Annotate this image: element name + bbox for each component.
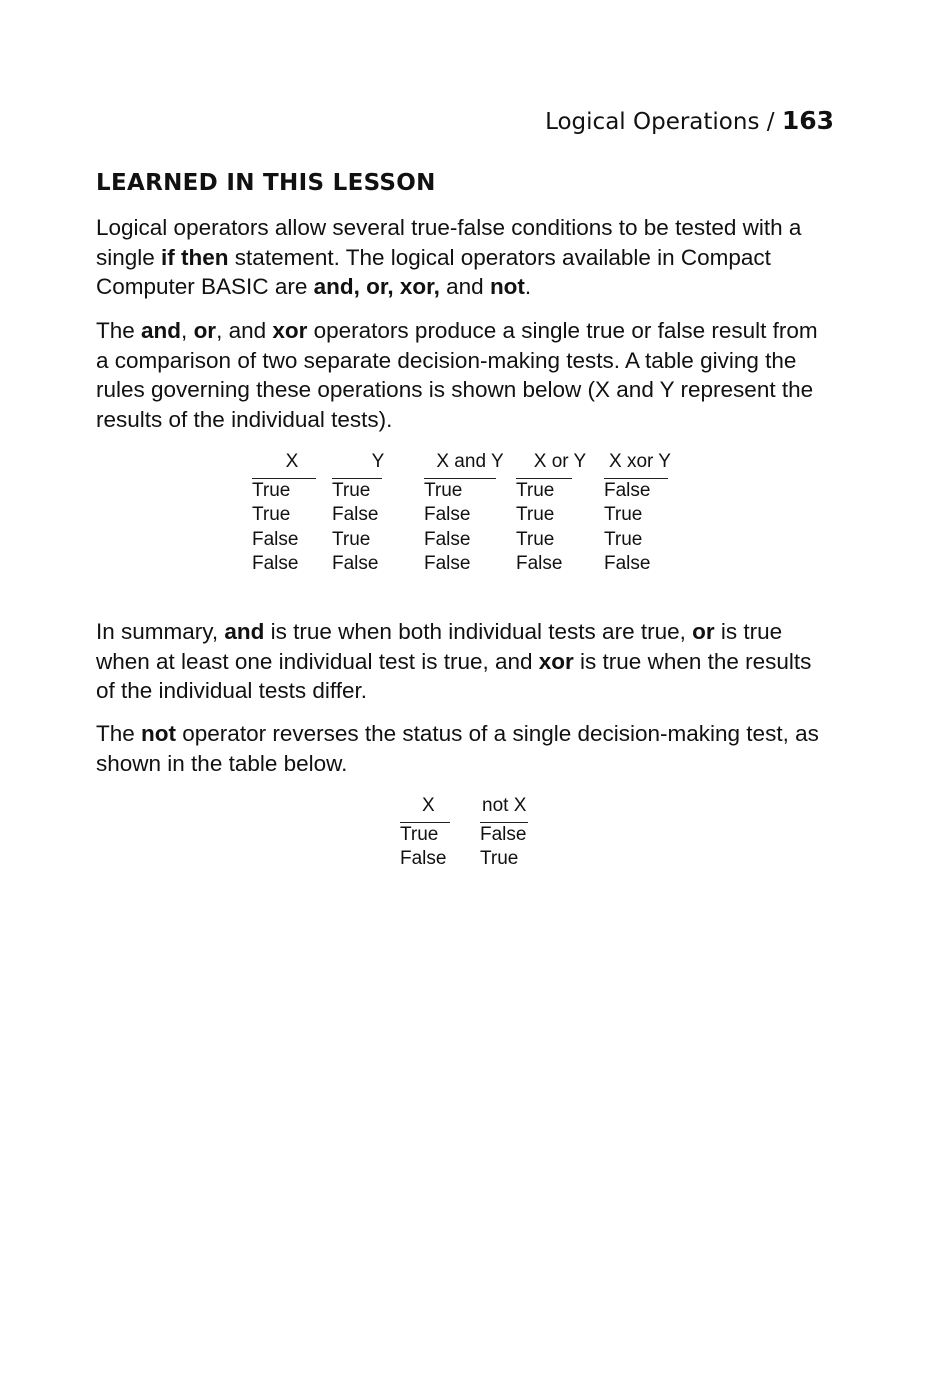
table-cell: True: [400, 823, 439, 845]
table-cell: False: [604, 479, 651, 501]
table-cell: True: [604, 528, 643, 550]
table-cell: False: [424, 553, 471, 574]
text: , and: [216, 318, 273, 343]
table-cell: True: [480, 848, 519, 869]
table-cell: False: [400, 848, 447, 869]
table-cell: False: [424, 528, 471, 550]
table-cell: False: [332, 504, 379, 525]
text: .: [524, 274, 532, 299]
text: operators produce a single true or false result from a comparison of two separate decision-making tests. A table giving the rules governing these operations is shown below (X and Y represent the results of the individual tests).: [96, 318, 818, 432]
table-row: [400, 823, 540, 848]
table-header: Y: [371, 451, 385, 472]
bold-keyword: xor: [538, 648, 574, 674]
table-cell: True: [332, 479, 371, 501]
table-row: [252, 479, 676, 504]
table-header: not X: [482, 795, 527, 816]
bold-keyword: if then: [161, 244, 229, 270]
paragraph-not-operator: [96, 719, 836, 778]
table-header: X or Y: [533, 451, 587, 472]
text: operator reverses the status of a single decision-making test, as shown in the table below.: [96, 721, 819, 776]
table-cell: True: [516, 528, 555, 550]
text: is true when at least one individual test is true, and: [96, 619, 783, 674]
bold-keyword: and: [141, 318, 182, 343]
bold-keyword: and, or, xor,: [313, 274, 440, 299]
text: The: [96, 721, 142, 746]
truth-table-binary: [252, 450, 676, 577]
table-row: [400, 847, 540, 872]
table-cell: False: [252, 528, 299, 550]
table-row: [252, 552, 676, 577]
text: The: [96, 318, 142, 343]
paragraph-intro: [96, 213, 836, 302]
text: is true when both individual tests are true,: [264, 619, 693, 644]
table-cell: True: [252, 504, 291, 525]
text: Logical operators allow several true-false conditions to be tested with a single: [96, 215, 802, 270]
paragraph-summary: [96, 617, 836, 706]
bold-keyword: or: [193, 318, 217, 343]
bold-keyword: and: [224, 619, 265, 644]
table-header: X and Y: [436, 451, 504, 472]
table-header: X: [422, 795, 435, 816]
table-header: X xor Y: [609, 451, 671, 472]
table-cell: False: [424, 504, 471, 525]
table-header: X: [285, 451, 299, 472]
table-row: [252, 503, 676, 528]
table-cell: False: [516, 553, 563, 574]
text: ,: [181, 318, 194, 343]
table-cell: True: [424, 479, 463, 501]
text: In summary,: [96, 619, 225, 644]
table-cell: False: [332, 553, 379, 574]
page-number: 163: [781, 106, 834, 135]
running-header: [545, 106, 834, 135]
table-cell: True: [604, 504, 643, 525]
table-row: [252, 528, 676, 553]
table-cell: True: [516, 479, 555, 501]
bold-keyword: not: [141, 721, 177, 746]
bold-keyword: not: [489, 274, 525, 299]
running-title: Logical Operations /: [545, 109, 782, 135]
section-heading: LEARNED IN THIS LESSON: [96, 170, 436, 196]
paragraph-binary-operators: [96, 316, 836, 434]
text: is true when the results of the individual tests differ.: [96, 648, 812, 703]
bold-keyword: or: [692, 619, 715, 644]
bold-keyword: xor: [272, 318, 308, 343]
table-cell: True: [252, 479, 291, 501]
table-cell: False: [252, 553, 299, 574]
truth-table-not: [400, 794, 540, 872]
table-cell: False: [480, 823, 527, 845]
table-cell: True: [516, 504, 555, 525]
text: and: [439, 274, 490, 299]
table-cell: False: [604, 553, 651, 574]
text: statement. The logical operators available in Compact Computer BASIC are: [96, 244, 771, 299]
table-cell: True: [332, 528, 371, 550]
